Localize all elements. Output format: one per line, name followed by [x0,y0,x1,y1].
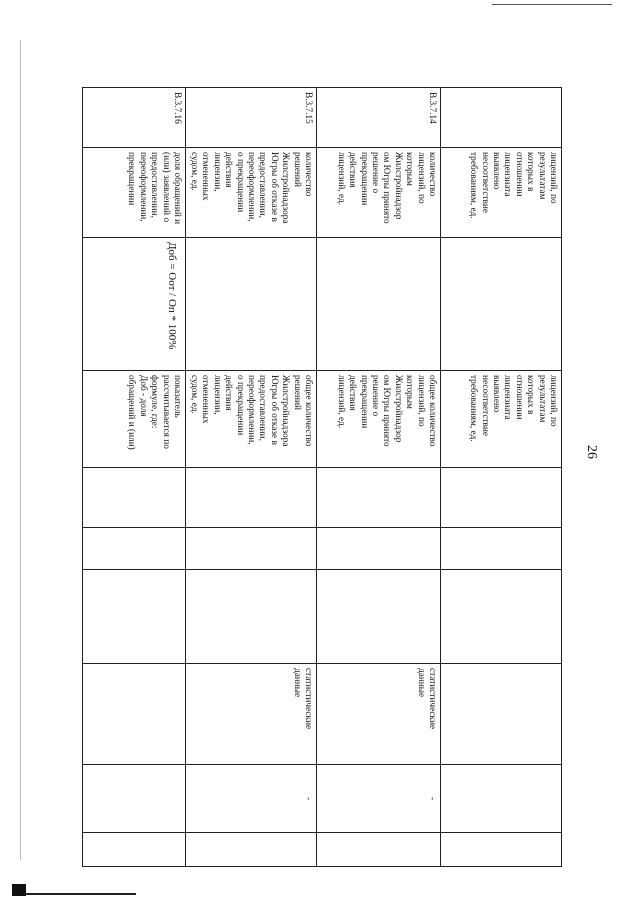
table-row [83,88,185,866]
name-cell: доля обращений и (или) заявлений о предоставлении, переоформлении, прекращении [83,148,185,238]
blank-cell [441,765,561,833]
code-cell: В.3.7.15 [186,88,316,148]
table-row [440,88,561,866]
definition-cell: показатель рассчитывается по формуле, где: Доб - доля обращений и (или) [83,371,185,468]
blank-cell [186,468,316,528]
source-cell [83,664,185,765]
name-cell: количество лицензий, по которым Жилстройнадзор ом Югры принято решение о прекращении действия лицензий, ед. [317,148,440,238]
blank-cell [186,833,316,866]
blank-cell [317,468,440,528]
definition-cell: общее количество решений Жилстройнадзора Югры об отказе в предоставлении, переоформлении, о прекращении действия лицензии, отмененных судом, ед. [186,371,316,468]
binding-mark [12,884,26,896]
blank-cell [441,570,561,664]
definition-cell: общее количество лицензий, по которым Жилстройнадзор ом Югры принято решение о прекращении действия лицензий, ед. [317,371,440,468]
blank-cell [83,468,185,528]
blank-cell [186,528,316,570]
formula-cell [441,238,561,371]
indicator-table [82,87,562,867]
blank-cell [441,468,561,528]
blank-cell [83,570,185,664]
blank-cell [441,528,561,570]
scan-edge-left [20,40,21,860]
name-cell: лицензий, по результатам которых в отношении лицензиата выявлено несоответствие требованиям, ед. [441,148,561,238]
blank-cell [186,570,316,664]
code-cell [441,88,561,148]
dash-cell: - [186,765,316,833]
code-cell: В.3.7.14 [317,88,440,148]
code-cell: В.3.7.16 [83,88,185,148]
source-cell [441,664,561,765]
formula-cell: Доб = Оот / Оп * 100% [83,238,185,371]
page-number: 26 [584,445,599,459]
table-row [316,88,440,866]
name-cell: количество решений Жилстройнадзора Югры об отказе в предоставлении, переоформлении, о прекращении действия лицензии, отмененных судом, ед. [186,148,316,238]
blank-cell [317,528,440,570]
scan-edge-bottom [26,893,136,895]
rotated-table-area [82,87,562,867]
formula-cell [186,238,316,371]
source-cell: статистические данные [186,664,316,765]
table-row [185,88,316,866]
blank-cell [441,833,561,866]
source-cell: статистические данные [317,664,440,765]
blank-cell [317,570,440,664]
formula-cell [317,238,440,371]
scan-edge-top [492,4,612,5]
dash-cell: - [317,765,440,833]
definition-cell: лицензий, по результатам которых в отношении лицензиата выявлено несоответствие требованиям, ед. [441,371,561,468]
blank-cell [83,833,185,866]
blank-cell [83,765,185,833]
blank-cell [317,833,440,866]
blank-cell [83,528,185,570]
